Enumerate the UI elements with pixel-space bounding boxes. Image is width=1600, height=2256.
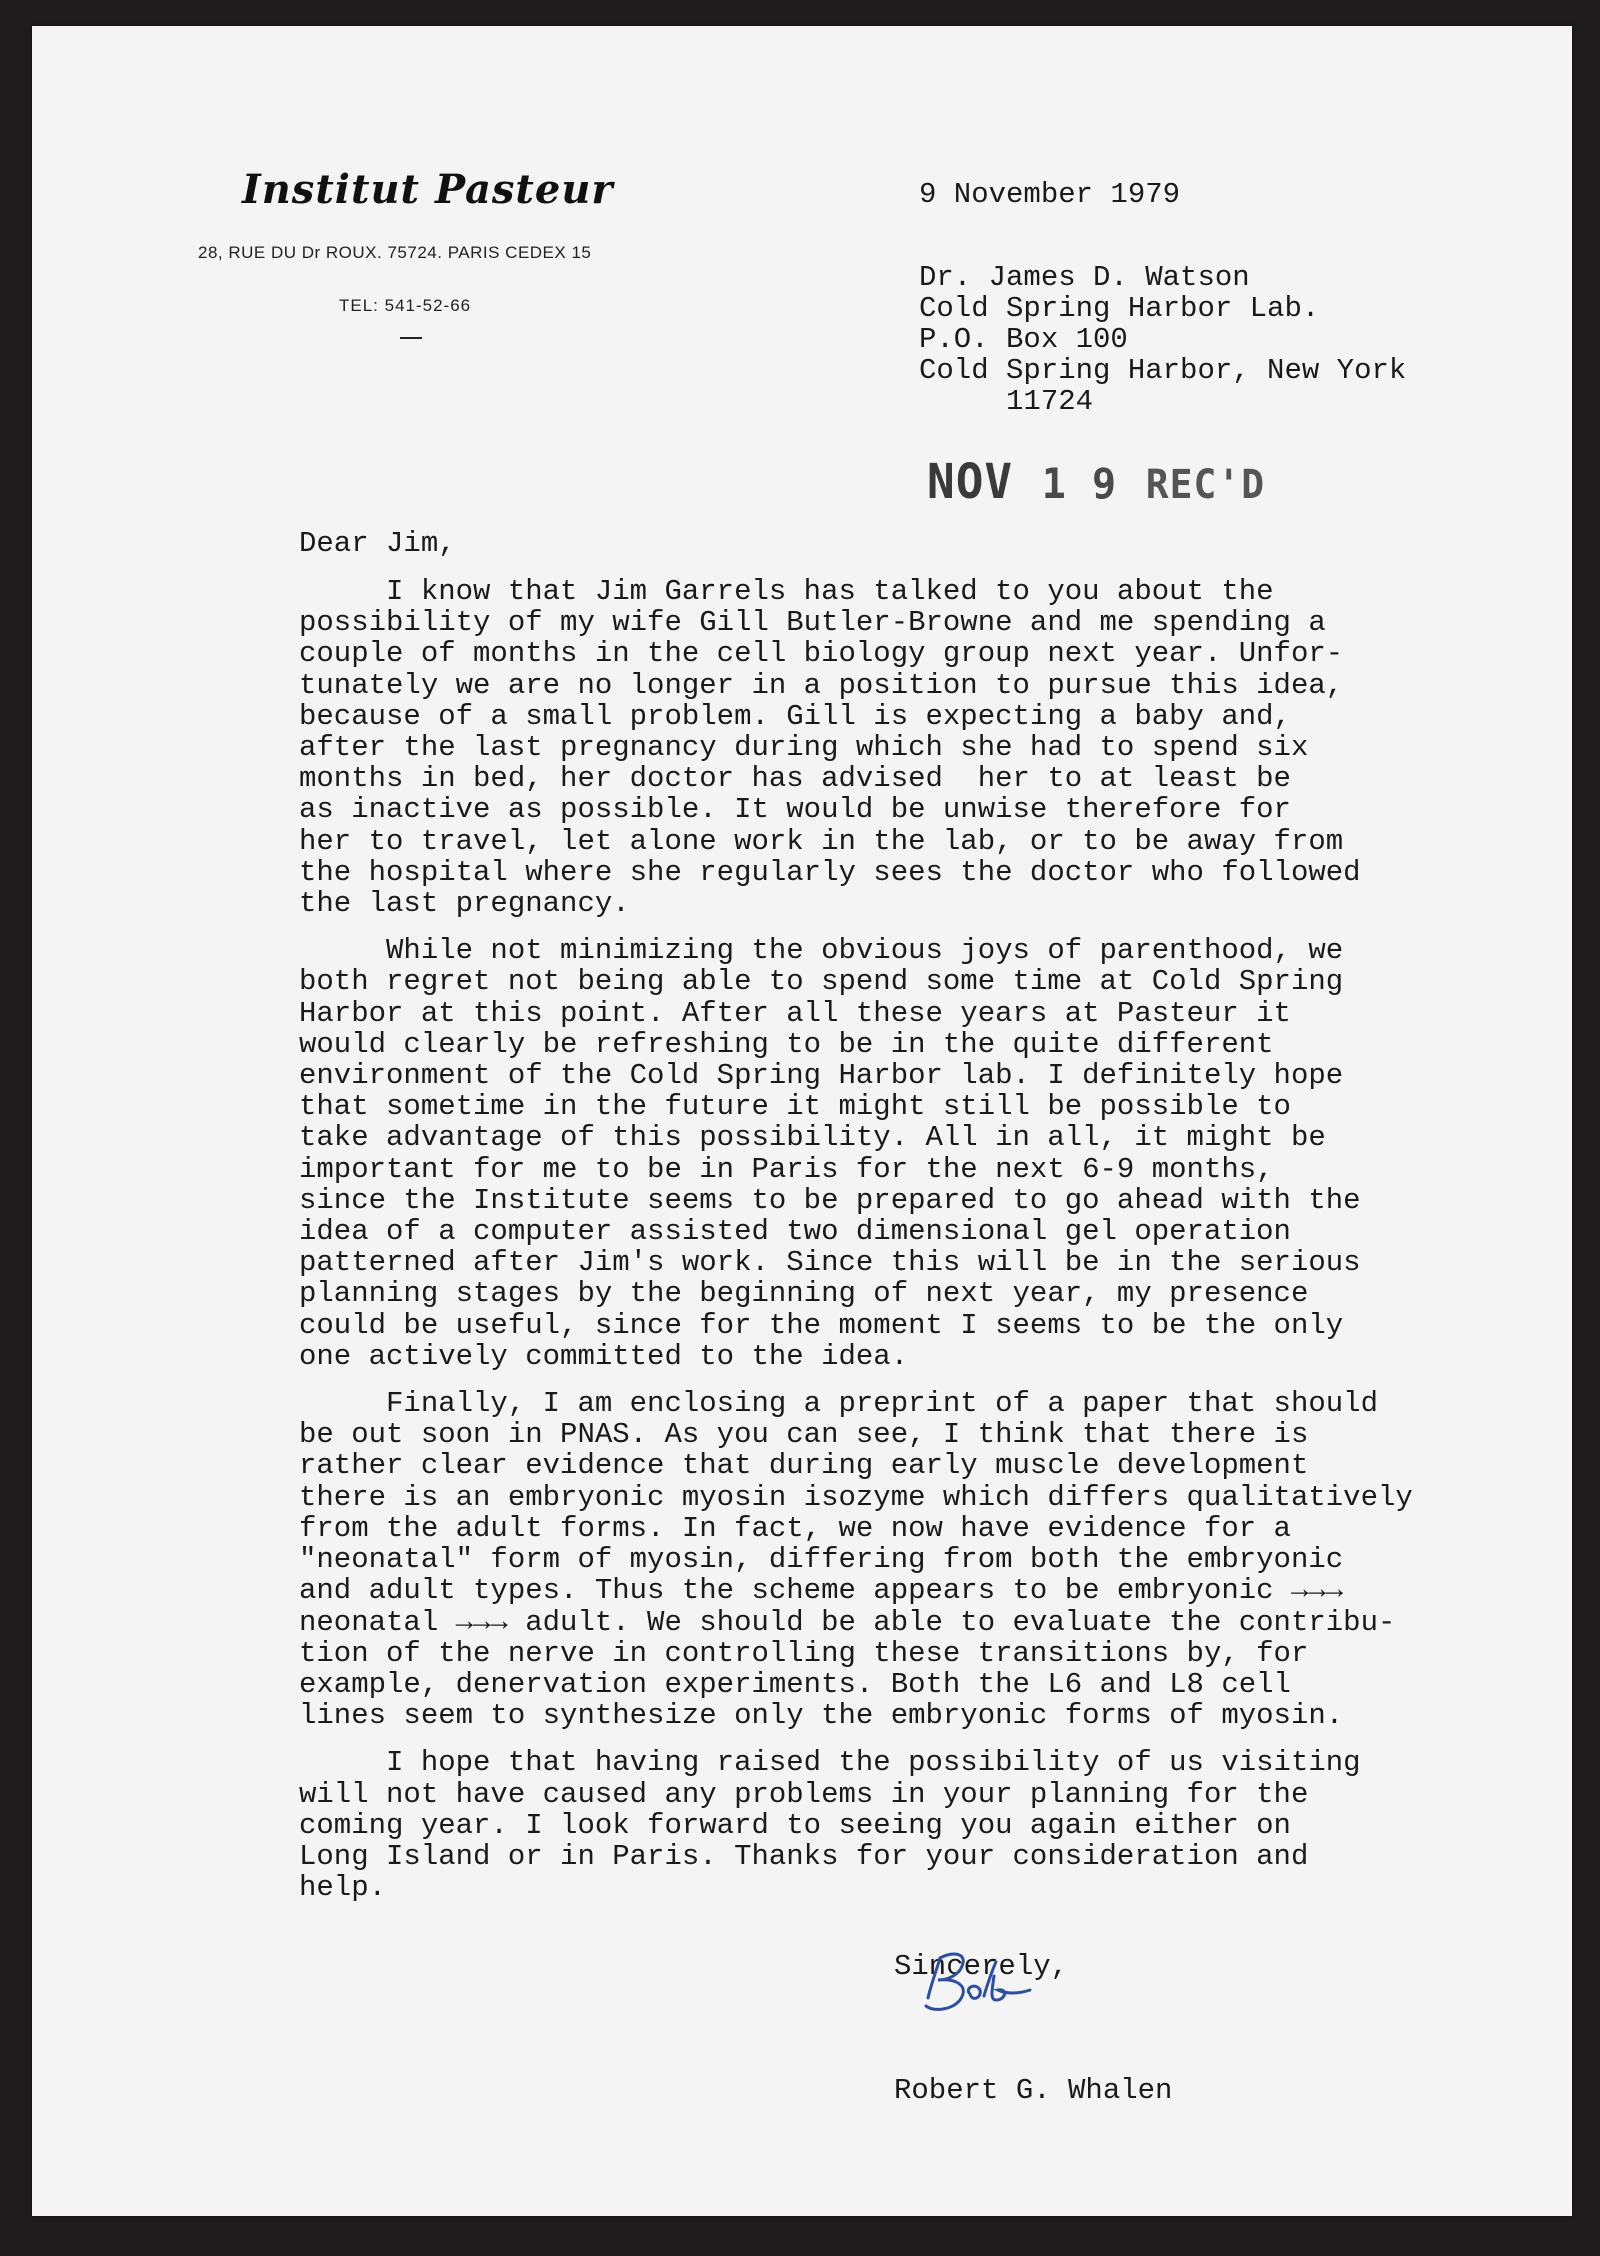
body-line: as inactive as possible. It would be unwise therefore for [299,793,1291,827]
closing: Sincerely, [894,1950,1069,1983]
stamp-month: NOV [927,452,1014,510]
body-line: While not minimizing the obvious joys of parenthood, we [299,934,1344,968]
letterhead-divider [400,337,422,339]
body-line: her to travel, let alone work in the lab, or to be away from [299,824,1344,858]
body-line: the hospital where she regularly sees the doctor who followed [299,855,1361,889]
body-line: I know that Jim Garrels has talked to you about the [299,575,1274,608]
body-line: idea of a computer assisted two dimensional gel operation [299,1215,1291,1249]
recipient-line: P.O. Box 100 [919,323,1128,356]
body-line: Finally, I am enclosing a preprint of a paper that should [299,1387,1378,1421]
handwritten-signature [910,1936,1040,2056]
body-line: there is an embryonic myosin isozyme which differs qualitatively [299,1480,1413,1514]
body-line: from the adult forms. In fact, we now have evidence for a [299,1511,1291,1545]
body-line: after the last pregnancy during which she had to spend six [299,731,1309,765]
body-line: both regret not being able to spend some time at Cold Spring [299,965,1344,999]
body-line: I hope that having raised the possibility of us visiting [299,1746,1361,1780]
body-line: couple of months in the cell biology group next year. Unfor- [299,637,1344,671]
body-line: rather clear evidence that during early muscle development [299,1449,1309,1483]
letter-page [32,26,1572,2216]
letterhead-name: Institut Pasteur [242,166,614,213]
salutation: Dear Jim, [299,527,456,560]
body-line: be out soon in PNAS. As you can see, I think that there is [299,1418,1309,1452]
body-line: take advantage of this possibility. All in all, it might be [299,1121,1326,1155]
body-line: planning stages by the beginning of next year, my presence [299,1277,1309,1311]
recipient-line: Cold Spring Harbor, New York [919,354,1407,387]
recipient-line: Cold Spring Harbor Lab. [919,292,1320,325]
body-line: one actively committed to the idea. [299,1339,909,1373]
recipient-line: Dr. James D. Watson [919,261,1250,294]
letter-date: 9 November 1979 [919,178,1181,211]
body-line: neonatal →→→ adult. We should be able to evaluate the contribu- [299,1605,1396,1639]
body-paragraph [299,1747,1529,1903]
received-stamp [927,453,1265,510]
body-line: could be useful, since for the moment I seems to be the only [299,1308,1344,1342]
body-line: help. [299,1871,387,1905]
letter-body [299,576,1529,1919]
body-line: Long Island or in Paris. Thanks for your consideration and [299,1839,1309,1873]
stamp-label: REC'D [1145,461,1266,508]
body-line: and adult types. Thus the scheme appears to be embryonic →→→ [299,1574,1344,1608]
recipient-address [919,262,1406,417]
signer-name: Robert G. Whalen [894,2074,1173,2107]
recipient-line: 11724 [919,385,1094,418]
body-line: months in bed, her doctor has advised her to at least be [299,762,1291,796]
body-line: the last pregnancy. [299,887,630,921]
body-paragraph [299,1388,1529,1731]
body-line: that sometime in the future it might still be possible to [299,1090,1291,1124]
body-line: because of a small problem. Gill is expecting a baby and, [299,699,1291,733]
body-line: environment of the Cold Spring Harbor lab. I definitely hope [299,1059,1344,1093]
body-line: possibility of my wife Gill Butler-Browne and me spending a [299,606,1326,640]
body-line: lines seem to synthesize only the embryonic forms of myosin. [299,1699,1344,1733]
body-line: example, denervation experiments. Both the L6 and L8 cell [299,1667,1291,1701]
body-line: will not have caused any problems in your planning for the [299,1777,1309,1811]
body-line: since the Institute seems to be prepared to go ahead with the [299,1183,1361,1217]
body-line: Harbor at this point. After all these years at Pasteur it [299,996,1291,1030]
body-line: patterned after Jim's work. Since this will be in the serious [299,1246,1361,1280]
letterhead-address: 28, RUE DU Dr ROUX. 75724. PARIS CEDEX 15 [198,243,592,262]
stamp-day: 1 9 [1041,460,1118,509]
body-paragraph [299,576,1529,919]
body-line: would clearly be refreshing to be in the quite different [299,1027,1274,1061]
letterhead-telephone: TEL: 541-52-66 [339,296,472,315]
body-line: "neonatal" form of myosin, differing from both the embryonic [299,1543,1344,1577]
body-paragraph [299,935,1529,1372]
body-line: important for me to be in Paris for the next 6-9 months, [299,1152,1274,1186]
body-line: coming year. I look forward to seeing you again either on [299,1808,1291,1842]
body-line: tunately we are no longer in a position to pursue this idea, [299,668,1344,702]
body-line: tion of the nerve in controlling these transitions by, for [299,1636,1309,1670]
